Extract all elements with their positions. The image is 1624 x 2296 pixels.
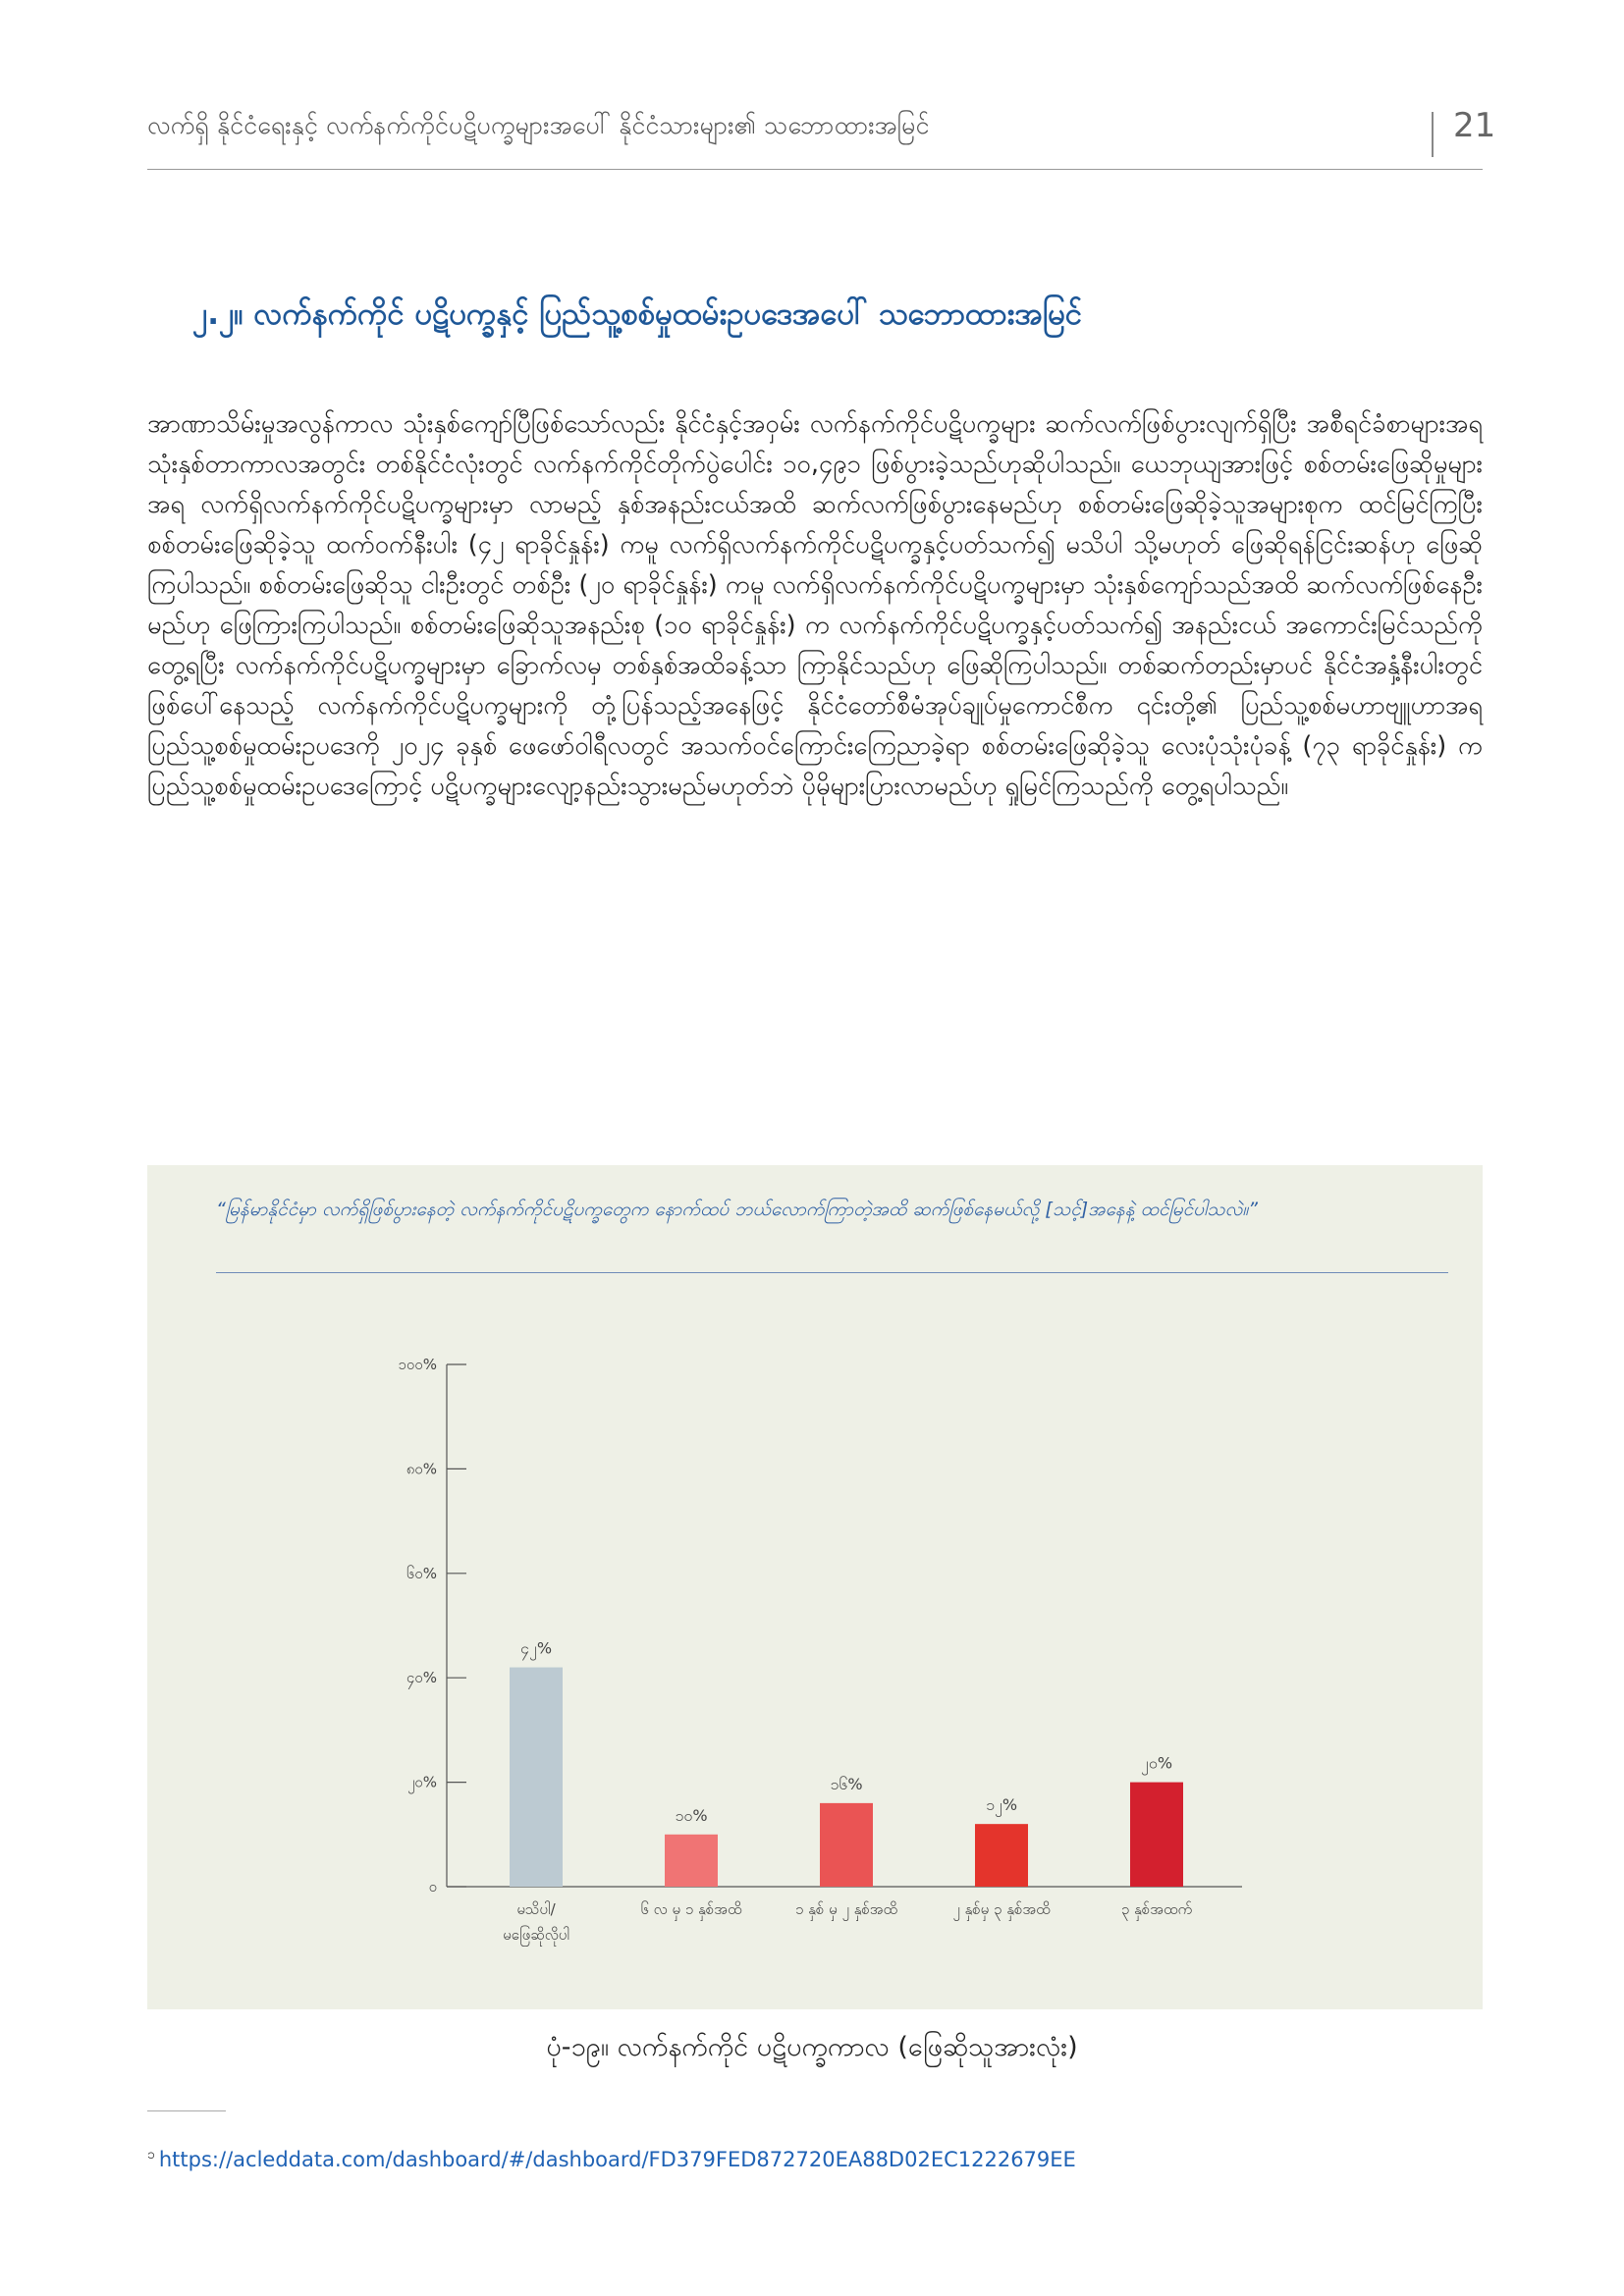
y-tick-label-0: ၀ [428, 1878, 437, 1896]
bar-3 [975, 1824, 1028, 1887]
survey-question: “မြန်မာနိုင်ငံမှာ လက်ရှိဖြစ်ပွားနေတဲ့ လက်နက်ကိုင်ပဋိပက္ခတွေက နောက်ထပ် ဘယ်လောက်ကြာတဲ့အထိ ဆက်ဖြစ်နေမယ်လို့ [သင့်]အနေနဲ့ ထင်မြင်ပါသလဲ။” [216, 1199, 1259, 1220]
value-label-0: ၄၂% [519, 1638, 553, 1658]
section-heading: ၂.၂။ လက်နက်ကိုင် ပဋိပက္ခနှင့် ပြည်သူ့စစ်မှုထမ်းဥပဒေအပေါ် သဘောထားအမြင် [192, 296, 1083, 332]
page-number: 21 [1453, 106, 1496, 145]
category-label-4-0: ၃ နှစ်အထက် [1120, 1900, 1193, 1918]
bar-4 [1130, 1783, 1183, 1887]
category-label-2-0: ၁ နှစ် မှ ၂ နှစ်အထိ [794, 1900, 898, 1918]
footnote-rule [147, 2110, 226, 2111]
footnote-link[interactable]: https://acleddata.com/dashboard/#/dashboard/FD379FED872720EA88D02EC1222679EE [158, 2148, 1076, 2171]
value-label-4: ၂၀% [1140, 1753, 1173, 1773]
y-tick-label-4: ၈၀% [406, 1460, 437, 1478]
category-label-3-0: ၂ နှစ်မှ ၃ နှစ်အထိ [952, 1900, 1051, 1918]
value-label-2: ၁၆% [830, 1774, 863, 1793]
y-tick-label-1: ၂၀% [406, 1773, 437, 1791]
body-paragraph: အာဏာသိမ်းမှုအလွန်ကာလ သုံးနှစ်ကျော်ပြီဖြစ်သော်လည်း နိုင်ငံနှင့်အဝှမ်း လက်နက်ကိုင်ပဋိပက္ခများ ဆက်လက်ဖြစ်ပွားလျက်ရှိပြီး အစီရင်ခံစာများအရ သုံးနှစ်တာကာလအတွင်း တစ်နိုင်ငံလုံးတွင် လက်နက်ကိုင်တိုက်ပွဲပေါင်း ၁၀,၄၉၁ ဖြစ်ပွားခဲ့သည်ဟုဆိုပါသည်။ ယေဘုယျအားဖြင့် စစ်တမ်းဖြေဆိုမှုများအရ လက်ရှိလက်နက်ကိုင်ပဋိပက္ခများမှာ လာမည့် နှစ်အနည်းငယ်အထိ ဆက်လက်ဖြစ်ပွားနေမည်ဟု စစ်တမ်းဖြေဆိုခဲ့သူအများစုက ထင်မြင်ကြပြီး စစ်တမ်းဖြေဆိုခဲ့သူ ထက်ဝက်နီးပါး (၄၂ ရာခိုင်နှုန်း) ကမူ လက်ရှိလက်နက်ကိုင်ပဋိပက္ခနှင့်ပတ်သက်၍ မသိပါ သို့မဟုတ် ဖြေဆိုရန်ငြင်းဆန်ဟု ဖြေဆိုကြပါသည်။ စစ်တမ်းဖြေဆိုသူ ငါးဦးတွင် တစ်ဦး (၂၀ ရာခိုင်နှုန်း) ကမူ လက်ရှိလက်နက်ကိုင်ပဋိပက္ခများမှာ သုံးနှစ်ကျော်သည်အထိ ဆက်လက်ဖြစ်နေဦးမည်ဟု ဖြေကြားကြပါသည်။ စစ်တမ်းဖြေဆိုသူအနည်းစု (၁၀ ရာခိုင်နှုန်း) က လက်နက်ကိုင်ပဋိပက္ခနှင့်ပတ်သက်၍ အနည်းငယ် အကောင်းမြင်သည်ကိုတွေ့ရပြီး လက်နက်ကိုင်ပဋိပက္ခများမှာ ခြောက်လမှ တစ်နှစ်အထိခန့်သာ ကြာနိုင်သည်ဟု ဖြေဆိုကြပါသည်။ တစ်ဆက်တည်းမှာပင် နိုင်ငံအနှံ့နီးပါးတွင် ဖြစ်ပေါ်နေသည့် လက်နက်ကိုင်ပဋိပက္ခများကို တုံ့ပြန်သည့်အနေဖြင့် နိုင်ငံတော်စီမံအုပ်ချုပ်မှုကောင်စီက ၎င်းတို့၏ ပြည်သူ့စစ်မဟာဗျူဟာအရ ပြည်သူ့စစ်မှုထမ်းဥပဒေကို ၂၀၂၄ ခုနှစ် ဖေဖော်ဝါရီလတွင် အသက်ဝင်ကြောင်းကြေညာခဲ့ရာ စစ်တမ်းဖြေဆိုခဲ့သူ လေးပုံသုံးပုံခန့် (၇၃ ရာခိုင်နှုန်း) က ပြည်သူ့စစ်မှုထမ်းဥပဒေကြောင့် ပဋိပက္ခများလျော့နည်းသွားမည်မဟုတ်ဘဲ ပိုမိုများပြားလာမည်ဟု ရှုမြင်ကြသည်ကို တွေ့ရပါသည်။ [147, 409, 1483, 801]
value-label-1: ၁၀% [675, 1805, 708, 1825]
category-label-0-1: မဖြေဆိုလိုပါ [503, 1926, 569, 1944]
bar-0 [510, 1668, 563, 1887]
chart-panel [147, 1165, 1483, 2009]
footnote-marker: ၁ [147, 2147, 155, 2163]
category-label-0-0: မသိပါ/ [516, 1900, 556, 1918]
y-tick-label-3: ၆၀% [406, 1564, 437, 1582]
category-label-1-0: ၆ လ မှ ၁ နှစ်အထိ [640, 1900, 742, 1918]
bar-2 [820, 1803, 873, 1887]
value-label-3: ၁၂% [985, 1795, 1018, 1815]
bar-chart [147, 1165, 1483, 2009]
running-header [147, 106, 1496, 165]
header-rule [147, 169, 1483, 170]
header-divider [1432, 112, 1434, 157]
bar-1 [665, 1835, 718, 1887]
figure-caption: ပုံ-၁၉။ လက်နက်ကိုင် ပဋိပက္ခကာလ (ဖြေဆိုသူအားလုံး) [546, 2032, 1078, 2062]
y-tick-label-5: ၁၀၀% [398, 1356, 437, 1373]
y-tick-label-2: ၄၀% [406, 1669, 437, 1687]
footnote [147, 2145, 1076, 2171]
running-title: လက်ရှိ နိုင်ငံရေးနှင့် လက်နက်ကိုင်ပဋိပက္ခများအပေါ် နိုင်ငံသားများ၏ သဘောထားအမြင် [147, 111, 930, 139]
